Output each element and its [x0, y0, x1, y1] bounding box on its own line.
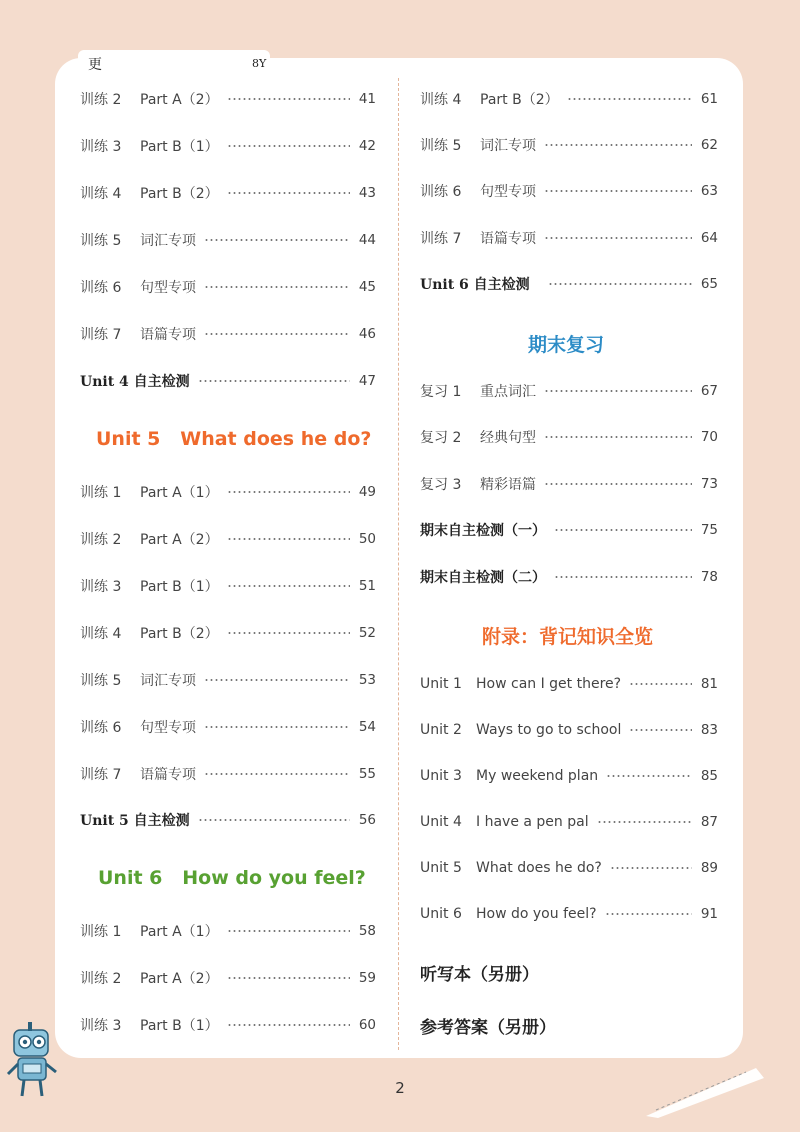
- toc-row-unit-check[interactable]: [420, 273, 718, 295]
- toc-row[interactable]: [80, 528, 376, 550]
- toc-page-number: 62: [700, 137, 718, 153]
- dot-leader: [606, 775, 692, 777]
- toc-label: 训练 5: [80, 233, 122, 249]
- dictation-book-link[interactable]: 听写本（另册）: [420, 965, 539, 985]
- dot-leader: [227, 632, 350, 634]
- toc-label: 训练 4: [80, 186, 122, 202]
- toc-title: 词汇专项: [140, 233, 196, 249]
- toc-title: Part B（2）: [140, 626, 219, 642]
- toc-label: 训练 3: [80, 1018, 122, 1034]
- dot-leader: [227, 192, 350, 194]
- toc-row[interactable]: [80, 716, 376, 738]
- toc-page-number: 58: [358, 923, 376, 939]
- toc-title: 精彩语篇: [480, 477, 536, 493]
- toc-page-number: 53: [358, 672, 376, 688]
- dot-leader: [198, 819, 350, 821]
- toc-title: Part B（1）: [140, 139, 219, 155]
- toc-title: Part A（1）: [140, 485, 219, 501]
- toc-page-number: 54: [358, 719, 376, 735]
- toc-label: 训练 3: [80, 579, 122, 595]
- header-left-text: 更: [88, 57, 102, 73]
- dot-leader: [227, 977, 350, 979]
- dot-leader: [610, 867, 692, 869]
- toc-unit-label: Unit 4: [80, 374, 129, 390]
- dot-leader: [227, 538, 350, 540]
- toc-page-number: 45: [358, 279, 376, 295]
- toc-label: 训练 1: [80, 485, 122, 501]
- toc-title: 句型专项: [140, 720, 196, 736]
- toc-label: 训练 6: [80, 720, 122, 736]
- toc-row[interactable]: [80, 575, 376, 597]
- toc-title: 自主检测: [473, 277, 530, 293]
- toc-row[interactable]: [420, 765, 718, 787]
- toc-label: 训练 7: [80, 767, 122, 783]
- toc-row[interactable]: [420, 857, 718, 879]
- toc-title: Part B（1）: [140, 1018, 219, 1034]
- toc-label: 训练 2: [80, 532, 122, 548]
- toc-title: 语篇专项: [480, 231, 536, 247]
- toc-title: 句型专项: [480, 184, 536, 200]
- toc-label: 复习 1: [420, 384, 462, 400]
- toc-row[interactable]: [80, 135, 376, 157]
- dot-leader: [227, 585, 350, 587]
- toc-label: 训练 6: [420, 184, 462, 200]
- toc-title: Part A（2）: [140, 92, 219, 108]
- toc-page-number: 73: [700, 476, 718, 492]
- toc-title: What does he do?: [476, 860, 602, 876]
- toc-page-number: 43: [358, 185, 376, 201]
- toc-row[interactable]: [420, 811, 718, 833]
- dot-leader: [544, 390, 692, 392]
- toc-page-number: 41: [358, 91, 376, 107]
- toc-row[interactable]: [80, 182, 376, 204]
- toc-page-number: 59: [358, 970, 376, 986]
- toc-row[interactable]: [80, 669, 376, 691]
- dot-leader: [548, 283, 692, 285]
- toc-label: 复习 3: [420, 477, 462, 493]
- toc-page-number: 78: [700, 569, 718, 585]
- toc-title: Part A（2）: [140, 971, 219, 987]
- toc-page-number: 42: [358, 138, 376, 154]
- toc-title: I have a pen pal: [476, 814, 589, 830]
- dot-leader: [554, 576, 692, 578]
- toc-title: 句型专项: [140, 280, 196, 296]
- header-right-text: 8Y: [252, 57, 267, 70]
- toc-row[interactable]: [420, 180, 718, 202]
- toc-row[interactable]: [420, 380, 718, 402]
- dot-leader: [629, 683, 692, 685]
- toc-label: Unit 3: [420, 768, 462, 784]
- toc-row[interactable]: [420, 719, 718, 741]
- toc-row-unit-check[interactable]: [80, 370, 376, 392]
- toc-page-number: 55: [358, 766, 376, 782]
- toc-label: 训练 5: [420, 138, 462, 154]
- toc-title: 经典句型: [480, 430, 536, 446]
- dot-leader: [198, 380, 350, 382]
- corner-stamp-icon: [636, 1058, 766, 1122]
- toc-page-number: 65: [700, 276, 718, 292]
- dot-leader: [204, 773, 350, 775]
- toc-page-number: 70: [700, 429, 718, 445]
- toc-title: 重点词汇: [480, 384, 536, 400]
- toc-row-final-check[interactable]: [420, 519, 718, 541]
- robot-mascot-icon: [6, 1022, 58, 1104]
- dot-leader: [204, 726, 350, 728]
- toc-title: 词汇专项: [140, 673, 196, 689]
- toc-page-number: 64: [700, 230, 718, 246]
- page-number: 2: [395, 1079, 405, 1097]
- toc-page-number: 75: [700, 522, 718, 538]
- toc-row[interactable]: [420, 473, 718, 495]
- toc-label: Unit 1: [420, 676, 462, 692]
- toc-title: 期末自主检测（二）: [420, 570, 546, 586]
- toc-label: 复习 2: [420, 430, 462, 446]
- header-tab: [78, 50, 270, 82]
- dot-leader: [544, 190, 692, 192]
- toc-unit-label: Unit 5: [80, 813, 129, 829]
- dot-leader: [597, 821, 692, 823]
- toc-page-number: 67: [700, 383, 718, 399]
- toc-page-number: 49: [358, 484, 376, 500]
- dot-leader: [544, 483, 692, 485]
- toc-title: 词汇专项: [480, 138, 536, 154]
- toc-page-number: 89: [700, 860, 718, 876]
- toc-row[interactable]: [420, 426, 718, 448]
- answer-key-link[interactable]: 参考答案（另册）: [420, 1018, 556, 1038]
- toc-row[interactable]: [420, 903, 718, 925]
- column-divider: [398, 78, 399, 1050]
- unit-heading-title: What does he do?: [180, 428, 372, 450]
- toc-title: 期末自主检测（一）: [420, 523, 546, 539]
- toc-page-number: 44: [358, 232, 376, 248]
- toc-page-number: 91: [700, 906, 718, 922]
- toc-title: Ways to go to school: [476, 722, 622, 738]
- toc-label: 训练 5: [80, 673, 122, 689]
- dot-leader: [204, 679, 350, 681]
- final-review-heading: 期末复习: [528, 334, 605, 356]
- toc-unit-label: Unit 6: [420, 277, 469, 293]
- toc-row[interactable]: [420, 88, 718, 110]
- toc-page-number: 81: [700, 676, 718, 692]
- toc-label: 训练 2: [80, 971, 122, 987]
- unit6-heading: [98, 867, 366, 889]
- toc-page-number: 87: [700, 814, 718, 830]
- toc-row[interactable]: [420, 673, 718, 695]
- toc-row[interactable]: [80, 1014, 376, 1036]
- toc-page-number: 52: [358, 625, 376, 641]
- dot-leader: [227, 98, 350, 100]
- toc-row[interactable]: [80, 229, 376, 251]
- dot-leader: [227, 930, 350, 932]
- toc-row[interactable]: [420, 227, 718, 249]
- toc-label: 训练 2: [80, 92, 122, 108]
- toc-label: Unit 5: [420, 860, 462, 876]
- dot-leader: [544, 237, 692, 239]
- toc-title: Part B（2）: [480, 92, 559, 108]
- toc-label: 训练 7: [80, 327, 122, 343]
- toc-row[interactable]: [80, 967, 376, 989]
- toc-label: 训练 3: [80, 139, 122, 155]
- toc-row[interactable]: [80, 276, 376, 298]
- toc-page-number: 83: [700, 722, 718, 738]
- toc-label: Unit 6: [420, 906, 462, 922]
- toc-page-number: 51: [358, 578, 376, 594]
- toc-row-unit-check[interactable]: [80, 809, 376, 831]
- toc-label: Unit 2: [420, 722, 462, 738]
- toc-page-number: 46: [358, 326, 376, 342]
- unit5-heading: [96, 428, 371, 450]
- unit-heading-title: How do you feel?: [182, 867, 366, 889]
- dot-leader: [227, 145, 350, 147]
- toc-row[interactable]: [420, 134, 718, 156]
- toc-title: How do you feel?: [476, 906, 597, 922]
- toc-title: 自主检测: [133, 374, 190, 390]
- toc-title: Part A（2）: [140, 532, 219, 548]
- toc-label: 训练 7: [420, 231, 462, 247]
- dot-leader: [204, 239, 350, 241]
- toc-page-number: 61: [700, 91, 718, 107]
- toc-page-number: 63: [700, 183, 718, 199]
- dot-leader: [204, 333, 350, 335]
- unit-heading-label: Unit 6: [98, 867, 163, 889]
- toc-row[interactable]: [80, 323, 376, 345]
- appendix-heading: 附录：背记知识全览: [482, 626, 654, 648]
- unit-heading-label: Unit 5: [96, 428, 161, 450]
- toc-title: My weekend plan: [476, 768, 599, 784]
- dot-leader: [605, 913, 692, 915]
- toc-page-number: 56: [358, 812, 376, 828]
- dot-leader: [544, 436, 692, 438]
- toc-label: 训练 1: [80, 924, 122, 940]
- toc-row[interactable]: [80, 920, 376, 942]
- toc-label: Unit 4: [420, 814, 462, 830]
- toc-page-number: 60: [358, 1017, 376, 1033]
- toc-row[interactable]: [80, 622, 376, 644]
- toc-title: Part A（1）: [140, 924, 219, 940]
- toc-row[interactable]: [80, 763, 376, 785]
- dot-leader: [554, 529, 692, 531]
- dot-leader: [227, 491, 350, 493]
- dot-leader: [567, 98, 692, 100]
- toc-page-number: 85: [700, 768, 718, 784]
- toc-row-final-check[interactable]: [420, 566, 718, 588]
- toc-title: 自主检测: [133, 813, 190, 829]
- toc-row[interactable]: [80, 88, 376, 110]
- toc-label: 训练 6: [80, 280, 122, 296]
- toc-title: 语篇专项: [140, 767, 196, 783]
- toc-row[interactable]: [80, 481, 376, 503]
- toc-title: How can I get there?: [476, 676, 622, 692]
- toc-label: 训练 4: [80, 626, 122, 642]
- toc-page-number: 47: [358, 373, 376, 389]
- toc-title: Part B（2）: [140, 186, 219, 202]
- toc-title: Part B（1）: [140, 579, 219, 595]
- toc-page-number: 50: [358, 531, 376, 547]
- toc-label: 训练 4: [420, 92, 462, 108]
- dot-leader: [204, 286, 350, 288]
- dot-leader: [629, 729, 692, 731]
- toc-title: 语篇专项: [140, 327, 196, 343]
- dot-leader: [544, 144, 692, 146]
- dot-leader: [227, 1024, 350, 1026]
